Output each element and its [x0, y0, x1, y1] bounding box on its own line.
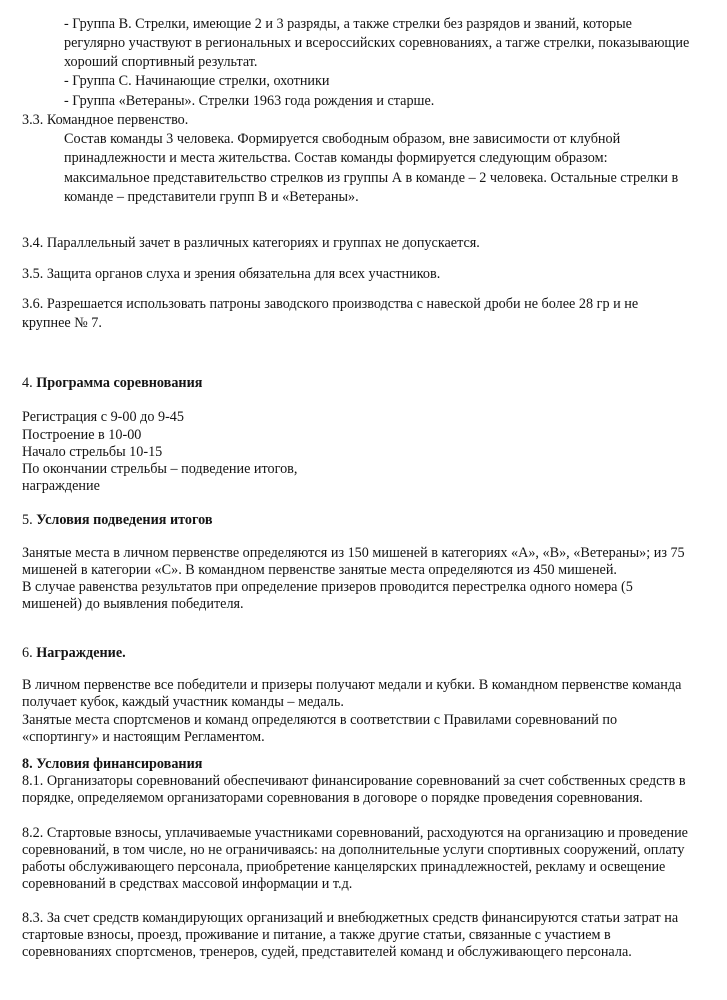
- group-c: - Группа С. Начинающие стрелки, охотники: [64, 73, 330, 89]
- section-4-line-4: По окончании стрельбы – подведение итогов,: [22, 461, 298, 477]
- section-5-heading: 5. Условия подведения итогов: [22, 512, 213, 528]
- section-5-line-1: Занятые места в личном первенстве определяются из 150 мишеней в категориях «А», «В», «Ветераны»; из 75: [22, 545, 685, 561]
- section-8-2-line-4: соревнований в средствах массовой информации и т.д.: [22, 876, 353, 892]
- section-6-line-2: получает кубок, каждый участник команды – медаль.: [22, 694, 344, 710]
- section-4-line-2: Построение в 10-00: [22, 427, 142, 443]
- section-4-line-5: награждение: [22, 478, 100, 494]
- section-8-3-line-2: стартовые взносы, проезд, проживание и питание, а также другие статьи, связанные с участием в: [22, 927, 611, 943]
- section-3-3-line-1: Состав команды 3 человека. Формируется свободным образом, вне зависимости от клубной: [64, 131, 621, 147]
- section-6-line-1: В личном первенстве все победители и призеры получают медали и кубки. В командном первенстве команда: [22, 677, 682, 693]
- group-b-line-2: регулярно участвуют в региональных и всероссийских соревнованиях, а тагже стрелки, показывающие: [64, 35, 690, 51]
- group-b-line-3: хороший спортивный результат.: [64, 54, 258, 70]
- group-veterans: - Группа «Ветераны». Стрелки 1963 года рождения и старше.: [64, 93, 435, 109]
- section-6-heading: 6. Награждение.: [22, 645, 126, 661]
- section-3-4: 3.4. Параллельный зачет в различных категориях и группах не допускается.: [22, 235, 480, 251]
- section-5-line-2: мишеней в категории «С». В командном первенстве занятые места определяются из 450 мишеней.: [22, 562, 617, 578]
- section-5-line-3: В случае равенства результатов при определение призеров проводится перестрелка одного номера (5: [22, 579, 633, 595]
- section-4-heading: 4. Программа соревнования: [22, 375, 203, 391]
- section-6-line-4: «спортингу» и настоящим Регламентом.: [22, 729, 265, 745]
- section-8-3-line-3: соревнованиях спортсменов, тренеров, судей, представителей команд и обслуживающего персонала.: [22, 944, 632, 960]
- section-8-2-line-1: 8.2. Стартовые взносы, уплачиваемые участниками соревнований, расходуются на организацию и проведение: [22, 825, 688, 841]
- section-3-3-line-4: команде – представители групп В и «Ветераны».: [64, 189, 359, 205]
- section-8-1-line-2: порядке, определяемом организаторами соревнования в договоре о порядке проведения соревнования.: [22, 790, 643, 806]
- section-4-line-1: Регистрация с 9-00 до 9-45: [22, 409, 184, 425]
- section-8-2-line-3: работы обслуживающего персонала, приобретение канцелярских принадлежностей, рекламу и освещение: [22, 859, 666, 875]
- section-8-2-line-2: соревнований, в том числе, но не ограничиваясь: на дополнительные услуги спортивных сооружений, оплату: [22, 842, 685, 858]
- section-4-line-3: Начало стрельбы 10-15: [22, 444, 163, 460]
- section-8-3-line-1: 8.3. За счет средств командирующих организаций и внебюджетных средств финансируются статьи затрат на: [22, 910, 679, 926]
- section-3-3-heading: 3.3. Командное первенство.: [22, 112, 189, 128]
- section-3-6-line-2: крупнее № 7.: [22, 315, 102, 331]
- section-8-1-line-1: 8.1. Организаторы соревнований обеспечивают финансирование соревнований за счет собственных средств в: [22, 773, 686, 789]
- group-b-line-1: - Группа В. Стрелки, имеющие 2 и 3 разряды, а также стрелки без разрядов и званий, которые: [64, 16, 632, 32]
- section-5-line-4: мишеней) до выявления победителя.: [22, 596, 244, 612]
- section-3-5: 3.5. Защита органов слуха и зрения обязательна для всех участников.: [22, 266, 441, 282]
- section-3-6-line-1: 3.6. Разрешается использовать патроны заводского производства с навеской дроби не более 28 гр и не: [22, 296, 639, 312]
- section-6-line-3: Занятые места спортсменов и команд определяются в соответствии с Правилами соревнований по: [22, 712, 618, 728]
- section-3-3-line-3: максимальное представительство стрелков из группы А в команде – 2 человека. Остальные стрелки в: [64, 170, 679, 186]
- section-3-3-line-2: принадлежности и места жительства. Состав команды формируется следующим образом:: [64, 150, 608, 166]
- section-8-heading: 8. Условия финансирования: [22, 756, 203, 772]
